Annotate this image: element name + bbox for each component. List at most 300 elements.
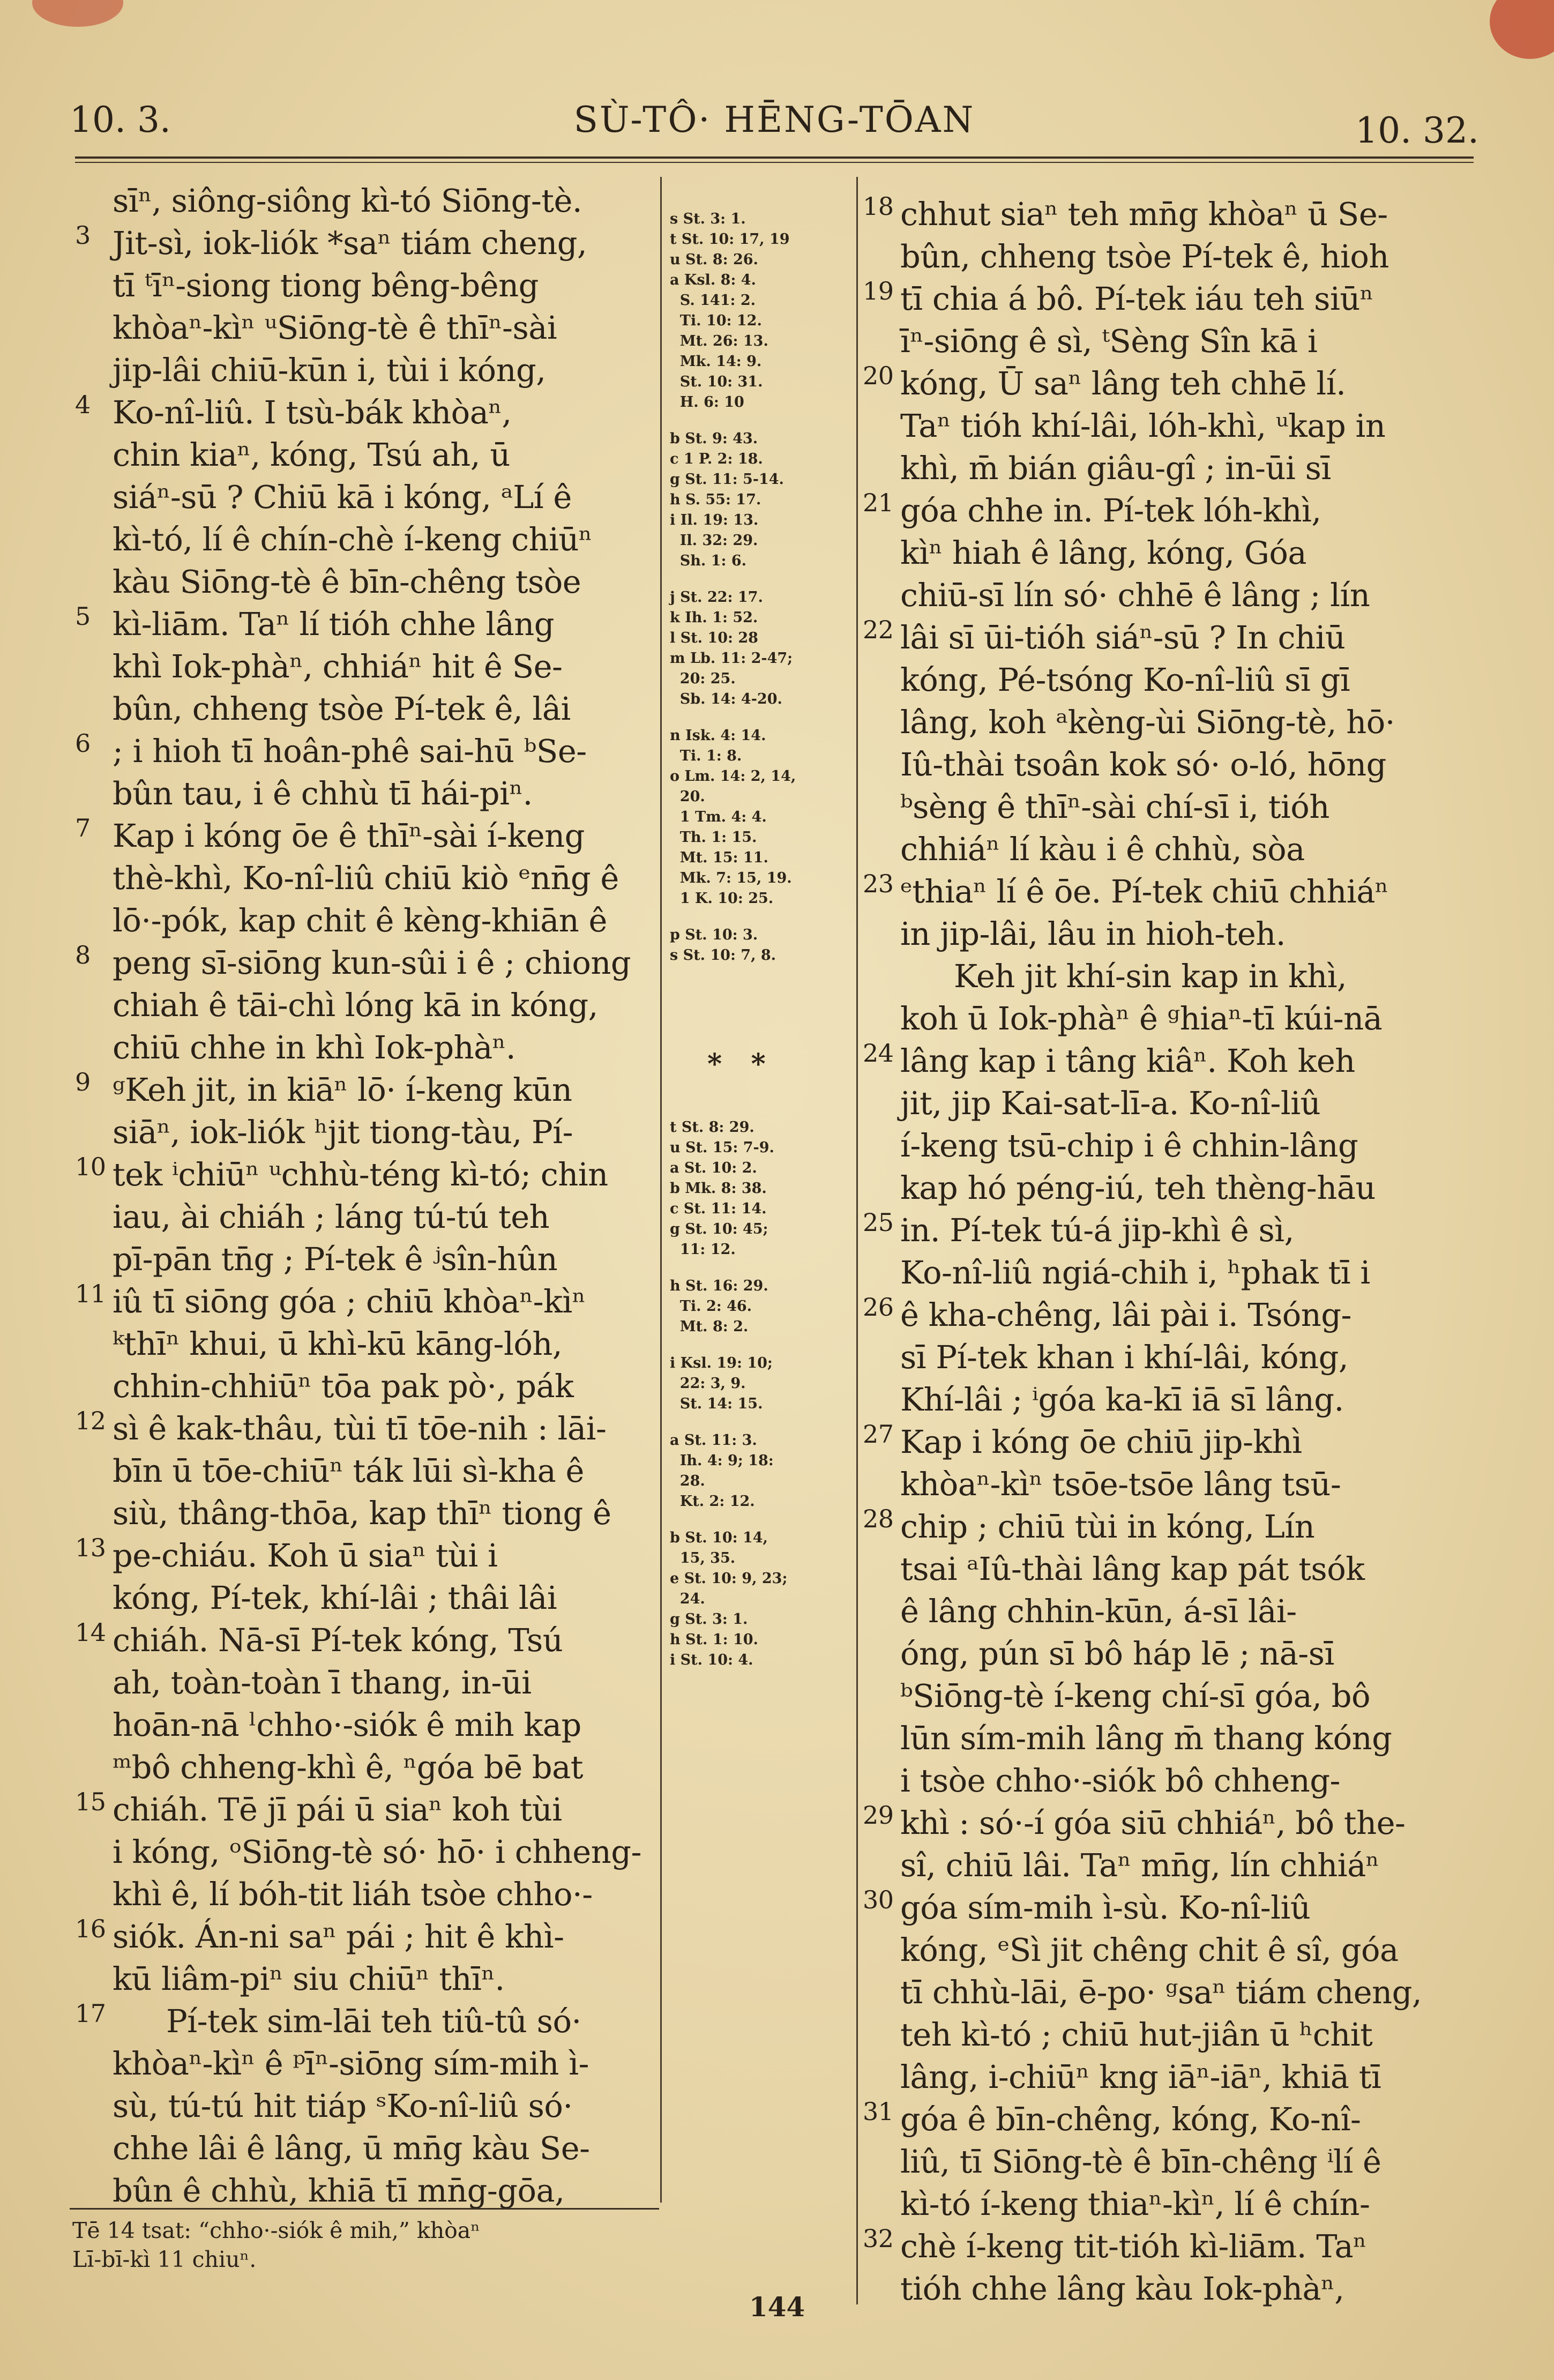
text-line <box>75 1787 654 1831</box>
text-line <box>900 320 1490 362</box>
xref-entry: Ih. 4: 9; 18: <box>670 1452 774 1469</box>
text-line <box>113 857 654 899</box>
section-stars: * * <box>707 1048 766 1080</box>
text-line <box>113 2127 654 2169</box>
xref-entry: k Ih. 1: 52. <box>670 609 758 626</box>
xref-entry: b St. 9: 43. <box>670 430 758 447</box>
verse-number: 21 <box>863 488 894 517</box>
line-text: tī chhù-lāi, ē-po· ᵍsaⁿ tiám cheng, <box>900 1974 1422 2011</box>
footnote-rule <box>70 2208 659 2210</box>
line-text: jit, jip Kai-sat-lī-a. Ko-nî-liû <box>900 1085 1321 1122</box>
page-number: 144 <box>749 2291 805 2323</box>
text-line <box>900 659 1490 701</box>
line-text: kì-tó, lí ê chín-chè í-keng chiūⁿ <box>113 521 592 558</box>
xref-entry: Sh. 1: 6. <box>670 553 747 569</box>
line-text: sî, chiū lâi. Taⁿ mn̄g, lín chhiáⁿ <box>900 1847 1379 1884</box>
line-text: Jit-sì, iok-liók *saⁿ tiám cheng, <box>113 225 587 262</box>
xref-entry: o Lm. 14: 2, 14, <box>670 768 796 785</box>
line-text: chhin-chhiūⁿ tōa pak pò·, pák <box>113 1368 574 1405</box>
text-line <box>900 1929 1490 1971</box>
line-text: chip ; chiū tùi in kóng, Lín <box>900 1508 1315 1545</box>
line-text: teh kì-tó ; chiū hut-jiân ū ʰchit <box>900 2016 1373 2053</box>
verse-number: 31 <box>863 2097 894 2126</box>
verse-number: 9 <box>75 1068 91 1096</box>
line-text: Ko-nî-liû. I tsù-bák khòaⁿ, <box>113 394 512 431</box>
text-line <box>900 1463 1490 1505</box>
text-line <box>75 221 654 264</box>
line-text: bûn tau, i ê chhù tī hái-piⁿ. <box>113 775 533 812</box>
verse-number: 8 <box>75 941 91 969</box>
line-text: koh ū Iok-phàⁿ ê ᵍhiaⁿ-tī kúi-nā <box>900 1000 1383 1037</box>
line-text: kìⁿ hiah ê lâng, kóng, Góa <box>900 534 1307 571</box>
line-text: Taⁿ tióh khí-lâi, lóh-khì, ᵘkap in <box>900 407 1386 444</box>
verse-number: 13 <box>75 1533 106 1562</box>
xref-entry: 28. <box>670 1473 705 1489</box>
verse-number: 11 <box>75 1279 106 1308</box>
xref-entry: Ti. 10: 12. <box>670 312 762 329</box>
text-line <box>113 2169 654 2212</box>
text-line <box>900 1844 1490 1886</box>
line-text: chhe lâi ê lâng, ū mn̄g kàu Se- <box>113 2130 590 2167</box>
xref-entry: b St. 10: 14, <box>670 1530 768 1546</box>
line-text: lâng, koh ᵃkèng-ùi Siōng-tè, hō· <box>900 704 1395 741</box>
xref-entry: s St. 3: 1. <box>670 211 746 227</box>
text-line <box>863 1420 1490 1463</box>
verse-number: 24 <box>863 1039 894 1068</box>
text-line <box>113 688 654 730</box>
line-text: tióh chhe lâng kàu Iok-phàⁿ, <box>900 2270 1344 2307</box>
line-text: liû, tī Siōng-tè ê bīn-chêng ⁱlí ê <box>900 2143 1381 2180</box>
verse-number: 20 <box>863 361 894 390</box>
xref-entry: 20. <box>670 788 705 805</box>
text-line <box>113 434 654 476</box>
xref-entry: Il. 32: 29. <box>670 532 758 549</box>
text-line <box>900 447 1490 489</box>
line-text: Kap i kóng ōe chiū jip-khì <box>900 1423 1302 1460</box>
xref-entry: i Ksl. 19: 10; <box>670 1355 773 1371</box>
text-line <box>900 786 1490 828</box>
text-line <box>113 1577 654 1619</box>
text-line <box>900 1167 1490 1209</box>
text-line <box>900 574 1490 616</box>
verse-number: 3 <box>75 221 91 250</box>
line-text: lâng kap i tâng kiâⁿ. Koh keh <box>900 1042 1355 1079</box>
xref-entry: j St. 22: 17. <box>670 589 763 606</box>
line-text: chiū-sī lín só· chhē ê lâng ; lín <box>900 577 1370 614</box>
ink-stain-top-right <box>1490 0 1554 59</box>
text-line <box>75 1068 654 1111</box>
line-text: ᵐbô chheng-khì ê, ⁿgóa bē bat <box>113 1749 584 1786</box>
xref-gap <box>670 1414 852 1430</box>
xref-entry: 24. <box>670 1591 705 1607</box>
text-line <box>113 561 654 603</box>
header-rule <box>75 156 1474 159</box>
xref-entry: Ti. 2: 46. <box>670 1298 752 1315</box>
xref-entry: Kt. 2: 12. <box>670 1493 755 1510</box>
xref-entry: 11: 12. <box>670 1241 736 1258</box>
line-text: tī ᵗīⁿ-siong tiong bêng-bêng <box>113 267 539 304</box>
line-text: khòaⁿ-kìⁿ ᵘSiōng-tè ê thīⁿ-sài <box>113 309 557 346</box>
xref-entry: Mk. 14: 9. <box>670 353 762 370</box>
line-text: Pí-tek sim-lāi teh tiû-tû só· <box>166 2003 581 2040</box>
text-line <box>900 1548 1490 1590</box>
xref-entry: s St. 10: 7, 8. <box>670 947 776 964</box>
line-text: i kóng, ᵒSiōng-tè só· hō· i chheng- <box>113 1833 641 1870</box>
line-text: chiah ê tāi-chì lóng kā in kóng, <box>113 987 598 1024</box>
xref-gap <box>670 413 852 429</box>
line-text: tek ⁱchiūⁿ ᵘchhù-téng kì-tó; chin <box>113 1156 608 1193</box>
line-text: ê kha-chêng, lâi pài i. Tsóng- <box>900 1296 1351 1333</box>
line-text: ᵏthīⁿ khui, ū khì-kū kāng-lóh, <box>113 1325 563 1362</box>
text-line <box>863 1208 1490 1251</box>
running-header <box>70 99 1479 158</box>
xref-entry: a Ksl. 8: 4. <box>670 272 756 288</box>
verse-number: 18 <box>863 192 894 221</box>
verse-number: 25 <box>863 1208 894 1237</box>
line-text: pī-pān tn̄g ; Pí-tek ê ʲsîn-hûn <box>113 1241 558 1278</box>
text-line <box>863 1293 1490 1336</box>
text-line <box>75 602 654 645</box>
text-line <box>113 1746 654 1788</box>
line-text: kóng, Ū saⁿ lâng teh chhē lí. <box>900 365 1346 402</box>
line-text: ê lâng chhin-kūn, á-sī lâi- <box>900 1593 1297 1630</box>
text-line <box>900 1717 1490 1759</box>
verse-number: 26 <box>863 1293 894 1322</box>
line-text: thè-khì, Ko-nî-liû chiū kiò ᵉnn̄g ê <box>113 860 619 897</box>
verse-number: 32 <box>863 2224 894 2253</box>
line-text: í-keng tsū-chip i ê chhin-lâng <box>900 1127 1358 1164</box>
line-text: in. Pí-tek tú-á jip-khì ê sì, <box>900 1212 1294 1249</box>
text-line <box>900 2013 1490 2056</box>
xref-entry: e St. 10: 9, 23; <box>670 1570 788 1587</box>
text-line <box>113 1958 654 2000</box>
text-line <box>75 729 654 772</box>
verse-number: 14 <box>75 1618 106 1647</box>
text-line <box>75 814 654 857</box>
line-text: iû tī siōng góa ; chiū khòaⁿ-kìⁿ <box>113 1283 586 1320</box>
verse-number: 5 <box>75 602 91 631</box>
header-chapter-verse-end: 10. 32. <box>1355 110 1479 151</box>
line-text: sī Pí-tek khan i khí-lâi, kóng, <box>900 1339 1349 1376</box>
xref-entry: g St. 10: 45; <box>670 1221 768 1237</box>
header-rule-thin <box>75 162 1474 163</box>
xref-entry: H. 6: 10 <box>670 394 744 411</box>
text-line <box>863 2224 1490 2267</box>
xref-entry: Th. 1: 15. <box>670 829 757 846</box>
text-line <box>113 645 654 688</box>
text-line <box>113 899 654 942</box>
xref-entry: 1 Tm. 4: 4. <box>670 809 767 825</box>
text-line <box>900 1590 1490 1632</box>
text-line <box>113 1323 654 1365</box>
text-line <box>75 1533 654 1577</box>
line-text: kì-liām. Taⁿ lí tióh chhe lâng <box>113 606 555 643</box>
line-text: bīn ū tōe-chiūⁿ ták lūi sì-kha ê <box>113 1452 584 1489</box>
verse-number: 27 <box>863 1420 894 1449</box>
line-text: jip-lâi chiū-kūn i, tùi i kóng, <box>113 352 546 389</box>
line-text: Khí-lâi ; ⁱgóa ka-kī iā sī lâng. <box>900 1381 1344 1418</box>
column-divider-left <box>660 177 662 2203</box>
xref-entry: g St. 3: 1. <box>670 1611 748 1628</box>
line-text: góa ê bīn-chêng, kóng, Ko-nî- <box>900 2101 1361 2138</box>
text-line <box>113 1661 654 1704</box>
text-line <box>863 1504 1490 1548</box>
line-text: hoān-nā ˡchho·-siók ê mih kap <box>113 1706 581 1743</box>
text-line <box>900 997 1490 1040</box>
line-text: bûn, chheng tsòe Pí-tek ê, lâi <box>113 690 571 727</box>
xref-entry: c St. 11: 14. <box>670 1200 767 1217</box>
line-text: lūn sím-mih lâng m̄ thang kóng <box>900 1720 1392 1757</box>
xref-entry: a St. 11: 3. <box>670 1432 757 1449</box>
text-line <box>900 235 1490 278</box>
xref-gap <box>670 1337 852 1353</box>
text-line <box>900 1971 1490 2013</box>
header-chapter-verse-start: 10. 3. <box>70 99 171 140</box>
verse-number: 22 <box>863 615 894 644</box>
line-text: peng sī-siōng kun-sûi i ê ; chiong <box>113 944 631 981</box>
text-line <box>863 869 1490 913</box>
text-line <box>113 772 654 815</box>
line-text: khì Iok-phàⁿ, chhiáⁿ hit ê Se- <box>113 648 563 685</box>
cross-references-bottom <box>670 1117 852 1670</box>
xref-entry: h St. 1: 10. <box>670 1631 758 1648</box>
text-line <box>113 307 654 349</box>
text-line <box>900 1124 1490 1167</box>
line-text: Ko-nî-liû ngiá-chih i, ʰphak tī i <box>900 1254 1370 1291</box>
text-line <box>75 941 654 984</box>
ink-stain-top-left <box>32 0 123 27</box>
text-line <box>900 2140 1490 2183</box>
text-line <box>113 1365 654 1407</box>
line-text: siāⁿ, iok-liók ʰjit tiong-tàu, Pí- <box>113 1114 573 1151</box>
footnote <box>72 2216 480 2274</box>
text-line <box>113 1492 654 1534</box>
line-text: chiáh. Tē jī pái ū siaⁿ koh tùi <box>113 1791 562 1828</box>
line-text: Kap i kóng ōe ê thīⁿ-sài í-keng <box>113 817 585 854</box>
line-text: lō·-pók, kap chit ê kèng-khiān ê <box>113 902 607 939</box>
line-text: bûn ê chhù, khiā tī mn̄g-gōa, <box>113 2172 565 2209</box>
line-text: bûn, chheng tsòe Pí-tek ê, hioh <box>900 238 1389 275</box>
line-text: lâng, i-chiūⁿ kng iāⁿ-iāⁿ, khiā tī <box>900 2058 1381 2095</box>
text-line <box>900 2183 1490 2225</box>
line-text: lâi sī ūi-tióh siáⁿ-sū ? In chiū <box>900 619 1346 656</box>
line-text: sīⁿ, siông-siông kì-tó Siōng-tè. <box>113 182 582 219</box>
text-line <box>863 277 1490 320</box>
text-line <box>75 1914 654 1958</box>
line-text: chiáh. Nā-sī Pí-tek kóng, Tsú <box>113 1622 563 1659</box>
text-line <box>900 955 1490 997</box>
xref-gap <box>670 1512 852 1528</box>
xref-entry: t St. 10: 17, 19 <box>670 231 790 248</box>
line-text: ᵍKeh jit, in kiāⁿ lō· í-keng kūn <box>113 1071 572 1108</box>
verse-number: 12 <box>75 1406 106 1435</box>
line-text: chhiáⁿ lí kàu i ê chhù, sòa <box>900 831 1305 868</box>
text-line <box>113 1704 654 1746</box>
right-text-column <box>863 192 1490 2310</box>
text-line <box>900 1251 1490 1294</box>
text-line <box>113 1026 654 1069</box>
text-line <box>900 743 1490 786</box>
line-text: siù, thâng-thōa, kap thīⁿ tiong ê <box>113 1495 611 1532</box>
line-text: tī chia á bô. Pí-tek iáu teh siūⁿ <box>900 280 1373 317</box>
text-line <box>863 2097 1490 2140</box>
verse-number: 7 <box>75 814 91 842</box>
xref-entry: i St. 10: 4. <box>670 1652 753 1668</box>
xref-entry: m Lb. 11: 2-47; <box>670 650 793 667</box>
text-line <box>900 1632 1490 1675</box>
xref-entry: S. 141: 2. <box>670 292 756 309</box>
footnote-line: Tē 14 tsat: “chho·-siók ê mih,” khòaⁿ <box>72 2218 480 2243</box>
xref-entry: Mt. 8: 2. <box>670 1318 749 1335</box>
xref-entry: 20: 25. <box>670 670 736 687</box>
verse-number: 6 <box>75 729 91 758</box>
verse-number: 29 <box>863 1801 894 1830</box>
text-line <box>75 1406 654 1450</box>
text-line <box>863 361 1490 405</box>
verse-number: 30 <box>863 1885 894 1914</box>
line-text: khòaⁿ-kìⁿ tsōe-tsōe lâng tsū- <box>900 1466 1341 1503</box>
left-text-column <box>75 180 654 2212</box>
xref-gap <box>670 909 852 925</box>
line-text: ᵇSiōng-tè í-keng chí-sī góa, bô <box>900 1677 1370 1714</box>
line-text: Keh jit khí-sin kap in khì, <box>954 958 1347 995</box>
xref-entry: Mt. 26: 13. <box>670 333 768 349</box>
verse-number: 19 <box>863 277 894 305</box>
xref-gap <box>670 1260 852 1276</box>
text-line <box>113 349 654 391</box>
xref-entry: 15, 35. <box>670 1550 736 1566</box>
line-text: tsai ᵃIû-thài lâng kap pát tsók <box>900 1550 1365 1587</box>
text-line <box>113 518 654 561</box>
verse-number: 10 <box>75 1152 106 1181</box>
text-line <box>900 701 1490 743</box>
xref-entry: St. 14: 15. <box>670 1396 763 1412</box>
xref-entry: h S. 55: 17. <box>670 491 761 508</box>
line-text: ᵉthiaⁿ lí ê ōe. Pí-tek chiū chhiáⁿ <box>900 873 1388 910</box>
line-text: kū liâm-piⁿ siu chiūⁿ thīⁿ. <box>113 1960 505 1997</box>
xref-entry: p St. 10: 3. <box>670 927 758 943</box>
xref-entry: Ti. 1: 8. <box>670 748 742 764</box>
xref-entry: Sb. 14: 4-20. <box>670 691 782 707</box>
text-line <box>113 1873 654 1915</box>
text-line <box>900 2056 1490 2098</box>
text-line <box>75 1152 654 1196</box>
text-line <box>863 192 1490 235</box>
verse-number: 15 <box>75 1787 106 1816</box>
text-line <box>900 532 1490 574</box>
line-text: kóng, Pé-tsóng Ko-nî-liû sī gī <box>900 661 1350 698</box>
text-line <box>863 1885 1490 1929</box>
text-line <box>863 1801 1490 1844</box>
xref-entry: b Mk. 8: 38. <box>670 1180 767 1197</box>
text-line <box>113 264 654 307</box>
text-line <box>900 1378 1490 1421</box>
text-line <box>900 1082 1490 1124</box>
line-text: kì-tó í-keng thiaⁿ-kìⁿ, lí ê chín- <box>900 2185 1370 2222</box>
text-line <box>75 390 654 434</box>
book-title: SÙ-TÔ· HĒNG-TŌAN <box>573 99 975 140</box>
text-line <box>113 1450 654 1492</box>
line-text: khòaⁿ-kìⁿ ê ᵖīⁿ-siōng sím-mih ì- <box>113 2045 589 2082</box>
text-line <box>75 1999 654 2042</box>
line-text: pe-chiáu. Koh ū siaⁿ tùi i <box>113 1537 498 1574</box>
text-line <box>113 476 654 518</box>
line-text: siáⁿ-sū ? Chiū kā i kóng, ᵃLí ê <box>113 479 572 516</box>
line-text: kàu Siōng-tè ê bīn-chêng tsòe <box>113 563 581 600</box>
line-text: kóng, ᵉSì jit chêng chit ê sî, góa <box>900 1931 1399 1968</box>
verse-number: 4 <box>75 390 91 419</box>
text-line <box>900 1336 1490 1378</box>
xref-gap <box>670 571 852 587</box>
text-line <box>113 1831 654 1873</box>
line-text: ᵇsèng ê thīⁿ-sài chí-sī i, tióh <box>900 788 1329 825</box>
xref-entry: St. 10: 31. <box>670 374 763 390</box>
text-line <box>113 2042 654 2085</box>
line-text: ah, toàn-toàn ī̄ thang, in-ūi <box>113 1664 532 1701</box>
text-line <box>863 488 1490 532</box>
line-text: siók. Án-ni saⁿ pái ; hit ê khì- <box>113 1918 564 1955</box>
xref-entry: g St. 11: 5-14. <box>670 471 784 488</box>
xref-entry: t St. 8: 29. <box>670 1119 754 1136</box>
line-text: īⁿ-siōng ê sì, ᵗSèng Sîn kā i <box>900 323 1318 360</box>
xref-entry: h St. 16: 29. <box>670 1278 768 1294</box>
text-line <box>113 2085 654 2127</box>
line-text: Iû-thài tsoân kok só· o-ló, hōng <box>900 746 1386 783</box>
line-text: chhut siaⁿ teh mn̄g khòaⁿ ū Se- <box>900 196 1388 233</box>
xref-entry: n Isk. 4: 14. <box>670 727 766 744</box>
verse-number: 17 <box>75 1999 106 2028</box>
text-line <box>113 1238 654 1280</box>
text-line <box>113 984 654 1026</box>
line-text: iau, ài chiáh ; láng tú-tú teh <box>113 1198 550 1235</box>
line-text: chè í-keng tit-tióh kì-liām. Taⁿ <box>900 2228 1367 2265</box>
verse-number: 23 <box>863 869 894 898</box>
column-divider-right <box>856 177 858 2304</box>
line-text: góa sím-mih ì-sù. Ko-nî-liû <box>900 1889 1311 1926</box>
line-text: sì ê kak-thâu, tùi tī tōe-nih : lāi- <box>113 1410 607 1447</box>
xref-entry: u St. 15: 7-9. <box>670 1139 774 1156</box>
line-text: kap hó péng-iú, teh thèng-hāu <box>900 1169 1376 1206</box>
verse-number: 16 <box>75 1914 106 1943</box>
verse-number: 28 <box>863 1504 894 1533</box>
line-text: ; i hioh tī hoân-phê sai-hū ᵇSe- <box>113 733 587 770</box>
text-line <box>113 1111 654 1153</box>
xref-entry: i Il. 19: 13. <box>670 512 759 528</box>
xref-entry: l St. 10: 28 <box>670 630 758 646</box>
xref-gap <box>670 710 852 726</box>
line-text: chiū chhe in khì Iok-phàⁿ. <box>113 1029 516 1066</box>
cross-references-top <box>670 209 852 966</box>
text-line <box>113 1196 654 1238</box>
xref-entry: Mt. 15: 11. <box>670 849 768 866</box>
xref-entry: Mk. 7: 15, 19. <box>670 870 792 886</box>
text-line <box>900 828 1490 870</box>
xref-entry: a St. 10: 2. <box>670 1160 757 1176</box>
line-text: sù, tú-tú hit tiáp ˢKo-nî-liû só· <box>113 2087 573 2124</box>
text-line <box>863 1039 1490 1082</box>
line-text: chin kiaⁿ, kóng, Tsú ah, ū <box>113 436 510 473</box>
line-text: kóng, Pí-tek, khí-lâi ; thâi lâi <box>113 1579 557 1616</box>
xref-entry: u St. 8: 26. <box>670 251 758 268</box>
line-text: khì ê, lí bóh-tit liáh tsòe chho·- <box>113 1876 593 1913</box>
line-text: góa chhe in. Pí-tek lóh-khì, <box>900 492 1321 529</box>
line-text: i tsòe chho·-siók bô chheng- <box>900 1762 1340 1799</box>
text-line <box>863 615 1490 659</box>
line-text: khì : só·-í góa siū chhiáⁿ, bô the- <box>900 1804 1406 1841</box>
text-line <box>900 405 1490 447</box>
footnote-line: Lī-bī-kì 11 chiuⁿ. <box>72 2247 257 2272</box>
text-line <box>900 1675 1490 1717</box>
